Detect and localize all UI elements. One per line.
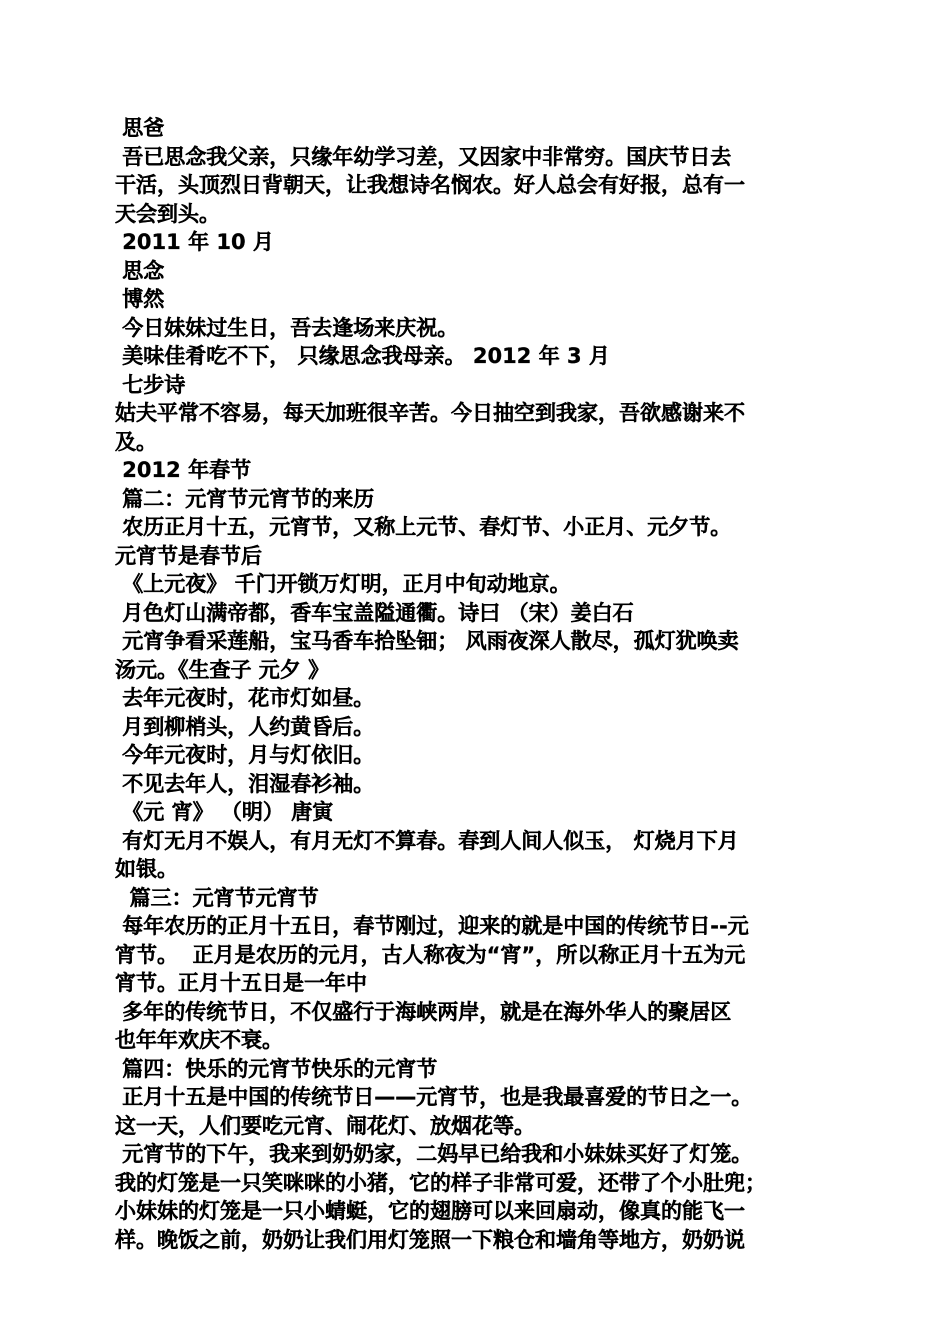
- text-line: 2011 年 10 月: [115, 230, 274, 254]
- text-line: 天会到头。: [115, 201, 220, 226]
- text-line: 干活，头顶烈日背朝天，让我想诗名悯农。好人总会有好报，总有一: [115, 173, 745, 197]
- text-line: 《元 宵》 （明） 唐寅: [115, 800, 334, 824]
- text-line: 篇三：元宵节元宵节: [115, 885, 319, 910]
- text-line: 不见去年人，泪湿春衫袖。: [115, 771, 375, 796]
- text-line: 思念: [115, 258, 165, 283]
- text-line: 有灯无月不娱人，有月无灯不算春。春到人间人似玉， 灯烧月下月: [115, 828, 739, 853]
- text-line: 2012 年春节: [115, 458, 252, 482]
- text-line: 去年元夜时，花市灯如昼。: [115, 686, 375, 710]
- text-line: 元宵节的下午，我来到奶奶家，二妈早已给我和小妹妹买好了灯笼。: [115, 1142, 753, 1166]
- text-line: 篇四：快乐的元宵节快乐的元宵节: [115, 1056, 438, 1081]
- text-line: 《上元夜》 千门开锁万灯明，正月中旬动地京。: [115, 572, 571, 596]
- text-line: 这一天，人们要吃元宵、闹花灯、放烟花等。: [115, 1113, 535, 1138]
- text-line: 及。: [115, 429, 157, 454]
- text-line: 思爸: [115, 116, 165, 140]
- text-line: 多年的传统节日，不仅盛行于海峡两岸，就是在海外华人的聚居区: [115, 999, 732, 1024]
- text-line: 今日妹妹过生日，吾去逢场来庆祝。: [115, 315, 459, 340]
- text-line: 姑夫平常不容易，每天加班很辛苦。今日抽空到我家，吾欲感谢来不: [115, 401, 745, 425]
- text-line: 农历正月十五，元宵节，又称上元节、春灯节、小正月、元夕节。: [115, 515, 732, 539]
- text-line: 每年农历的正月十五日，春节刚过，迎来的就是中国的传统节日--元: [115, 914, 749, 938]
- text-line: 小妹妹的灯笼是一只小蜻蜓，它的翅膀可以来回扇动，像真的能飞一: [115, 1199, 745, 1223]
- text-line: 今年元夜时，月与灯依旧。: [115, 743, 375, 767]
- text-line: 也年年欢庆不衰。: [115, 1028, 283, 1052]
- document-body: [115, 114, 840, 1254]
- text-line: 正月十五是中国的传统节日——元宵节，也是我最喜爱的节日之一。: [115, 1085, 753, 1109]
- text-line: 篇二：元宵节元宵节的来历: [115, 486, 375, 511]
- text-line: 吾已思念我父亲，只缘年幼学习差，又因家中非常穷。国庆节日去: [115, 144, 732, 169]
- text-line: 元宵争看采莲船，宝马香车拾坠钿； 风雨夜深人散尽，孤灯犹唤卖: [115, 629, 739, 653]
- text-line: 我的灯笼是一只笑咪咪的小猪，它的样子非常可爱，还带了个小肚兜；: [115, 1170, 766, 1195]
- text-line: 样。晚饭之前，奶奶让我们用灯笼照一下粮仓和墙角等地方，奶奶说: [115, 1227, 745, 1252]
- text-line: 月到柳梢头，人约黄昏后。: [115, 714, 375, 739]
- text-line: 七步诗: [115, 372, 186, 397]
- text-line: 汤元。《生查子 元夕 》: [115, 657, 330, 682]
- text-line: 宵节。正月十五日是一年中: [115, 971, 367, 995]
- text-line: 宵节。 正月是农历的元月，古人称夜为“宵”，所以称正月十五为元: [115, 942, 746, 967]
- text-line: 美味佳肴吃不下， 只缘思念我母亲。 2012 年 3 月: [115, 344, 610, 368]
- text-line: 如银。: [115, 857, 178, 881]
- text-line: 元宵节是春节后: [115, 543, 262, 568]
- text-line: 月色灯山满帝都，香车宝盖隘通衢。诗曰 （宋）姜白石: [115, 600, 634, 625]
- text-line: 博然: [115, 287, 165, 311]
